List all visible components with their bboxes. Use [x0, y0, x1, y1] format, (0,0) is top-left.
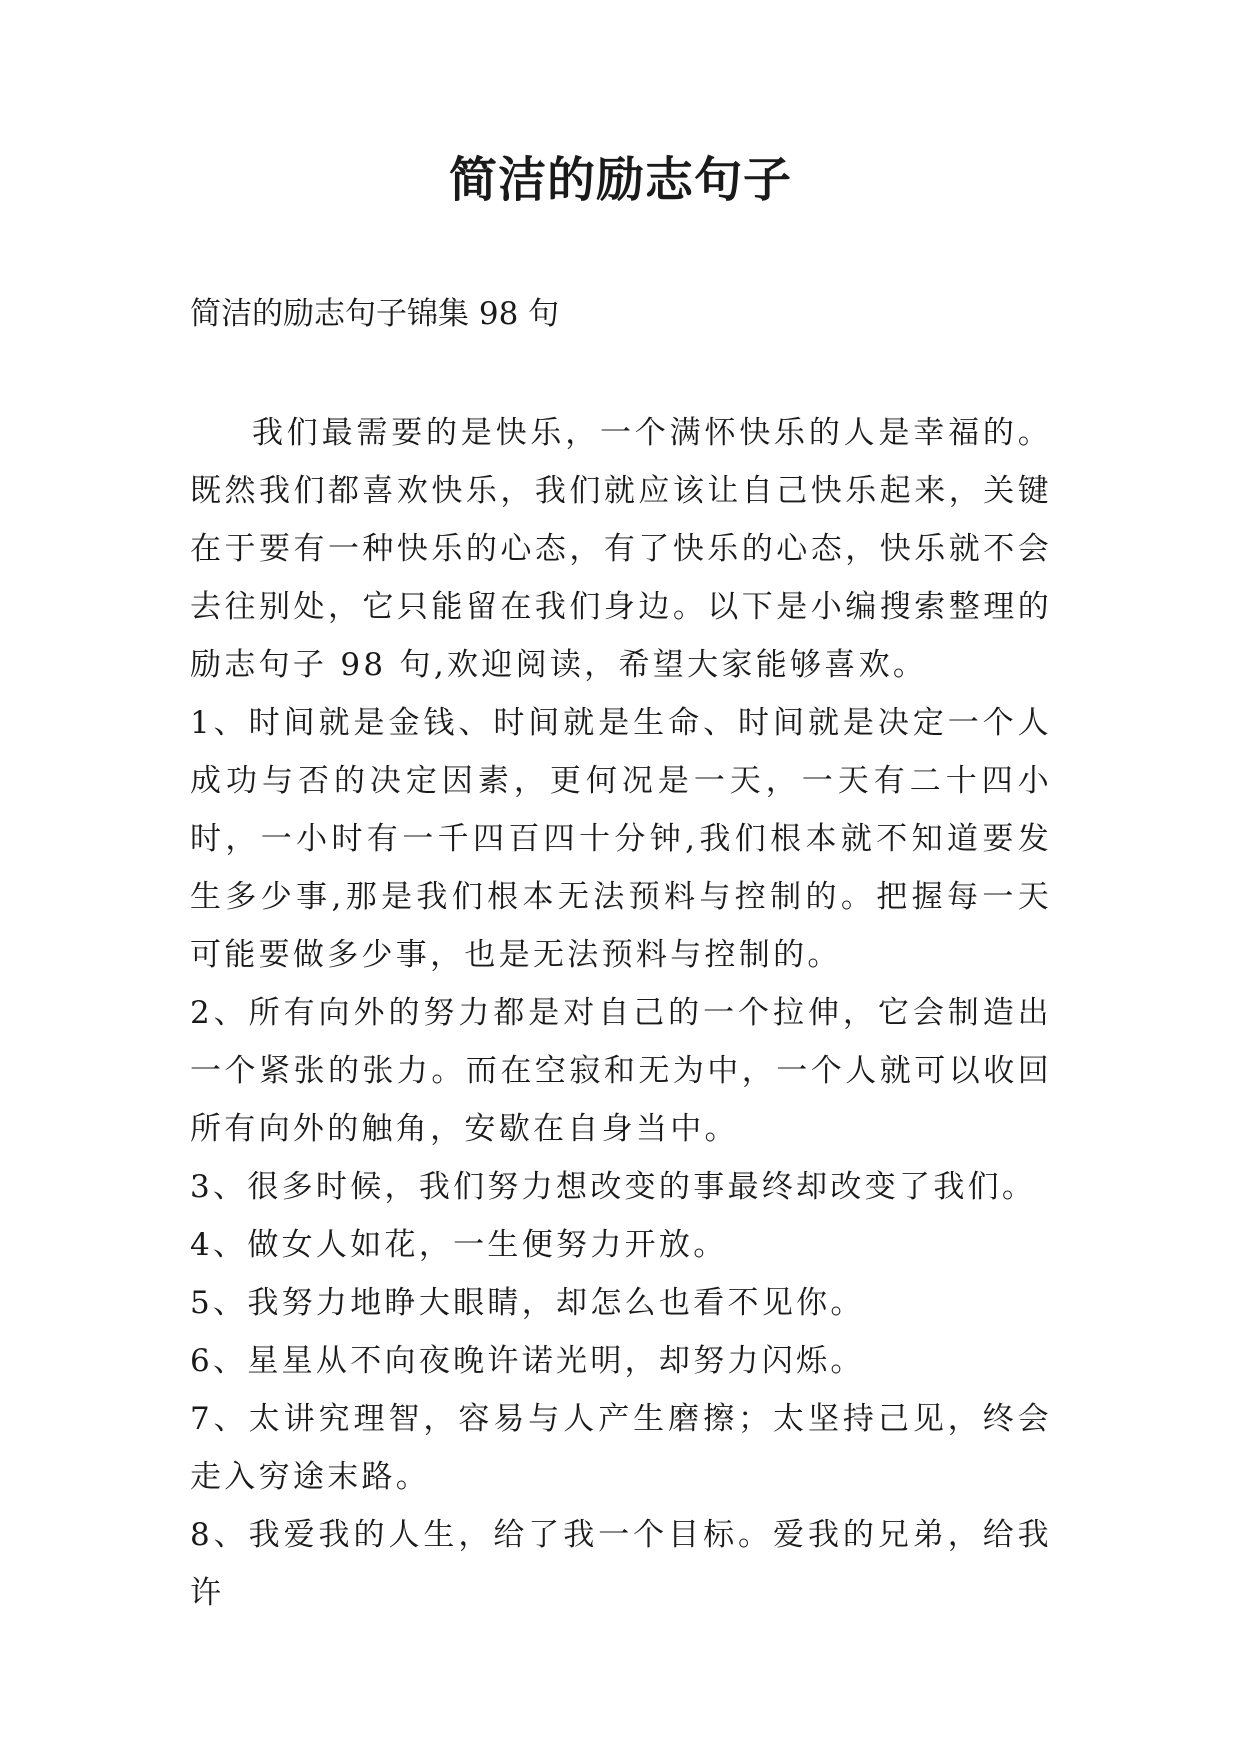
list-item: 7、太讲究理智，容易与人产生磨擦；太坚持己见，终会走入穷途末路。	[190, 1401, 1052, 1495]
list-item: 8、我爱我的人生，给了我一个目标。爱我的兄弟，给我许	[190, 1517, 1052, 1611]
list-item: 4、做女人如花，一生便努力开放。	[190, 1227, 728, 1263]
list-item: 5、我努力地睁大眼睛，却怎么也看不见你。	[190, 1285, 865, 1321]
list-item: 3、很多时候，我们努力想改变的事最终却改变了我们。	[190, 1169, 1037, 1205]
intro-paragraph: 我们最需要的是快乐，一个满怀快乐的人是幸福的。既然我们都喜欢快乐，我们就应该让自己快乐起来，关键在于要有一种快乐的心态，有了快乐的心态，快乐就不会去往别处，它只能留在我们身边。以下是小编搜索整理的励志句子 98 句,欢迎阅读，希望大家能够喜欢。	[190, 415, 1052, 683]
list-item: 2、所有向外的努力都是对自己的一个拉伸，它会制造出一个紧张的张力。而在空寂和无为中，一个人就可以收回所有向外的触角，安歇在自身当中。	[190, 995, 1052, 1147]
list-item: 1、时间就是金钱、时间就是生命、时间就是决定一个人成功与否的决定因素，更何况是一天，一天有二十四小时，一小时有一千四百四十分钟,我们根本就不知道要发生多少事,那是我们根本无法预料与控制的。把握每一天可能要做多少事，也是无法预料与控制的。	[190, 705, 1052, 973]
document-subtitle: 简洁的励志句子锦集 98 句	[190, 296, 560, 332]
document-body	[190, 404, 1052, 1622]
document-title: 简洁的励志句子	[448, 152, 792, 208]
list-item: 6、星星从不向夜晚许诺光明，却努力闪烁。	[190, 1343, 865, 1379]
